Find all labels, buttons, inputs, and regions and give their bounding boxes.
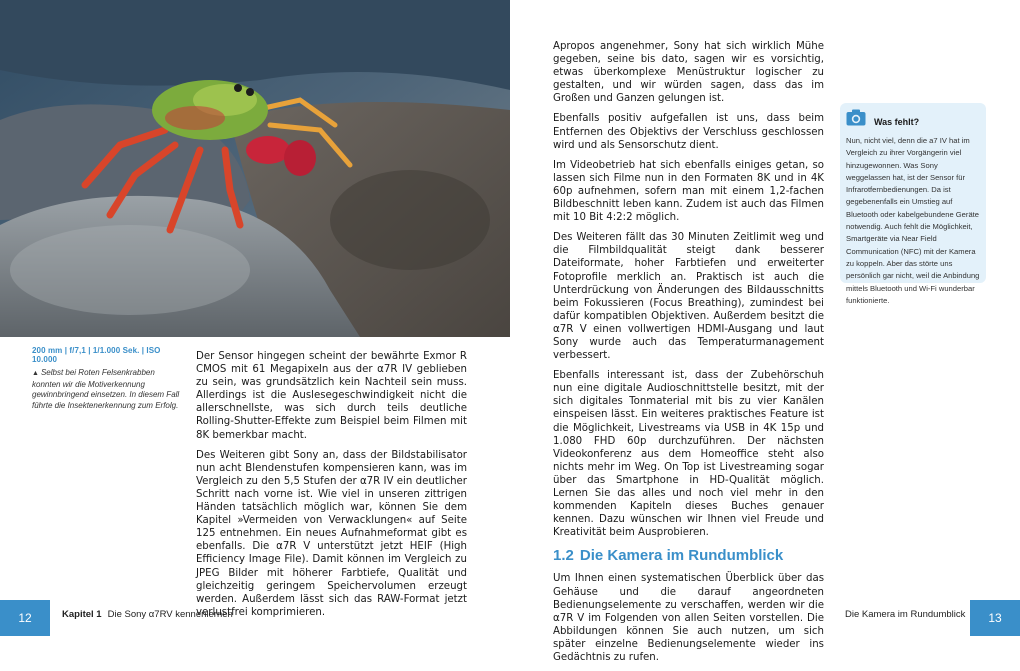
- caption-text: [32, 368, 182, 411]
- running-footer-left: [62, 609, 233, 620]
- right-column: [553, 40, 824, 671]
- section-heading: [553, 547, 824, 565]
- paragraph: Der Sensor hingegen scheint der bewährte Exmor R CMOS mit 61 Megapixeln aus der α7R IV geblieben zu sein, was grundsätzlich kein Nachteil sein muss. Allerdings ist die Auslesegeschwindigkeit nicht die allerschnellste, was sich durch teils deutliche Rolling-Shutter-Effekte zum Beispiel beim Filmen mit 8K bemerkbar macht.: [196, 351, 467, 441]
- info-box-title: Was fehlt?: [874, 117, 920, 127]
- photo-caption: [32, 346, 182, 411]
- page-number-left: 12: [0, 600, 50, 636]
- paragraph: Ebenfalls positiv aufgefallen ist uns, dass beim Entfernen des Objektivs der Verschluss geschlossen wird und als Sensorschutz dient.: [553, 113, 824, 151]
- left-column: [196, 350, 467, 626]
- caption-body: Selbst bei Roten Felsenkrabben konnten wir die Motiverkennung gewinnbringend einsetzen. In diesem Fall führte die Insektenerkennung zum Erfolg.: [32, 368, 180, 410]
- info-box: [840, 103, 986, 305]
- page-number-right: 13: [970, 600, 1020, 636]
- crab-photo: [0, 0, 510, 337]
- info-box-text: Nun, nicht viel, denn die a7 IV hat im Vergleich zu ihrer Vorgängerin viel hinzugewonnen. Was Sony weggelassen hat, ist der Sensor für Infrarotfernbedienungen. Da ist gegebenenfalls ein Umstieg auf Bluetooth oder kabelgebundene Geräte notwendig. Auch fehlt die Möglichkeit, Smartgeräte via Near Field Communication (NFC) mit der Kamera zu koppeln. Aber das störte uns persönlich gar nicht, weil die Anbindung mittels Bluetooth und Wi-Fi wunderbar funktionierte.: [846, 136, 980, 305]
- triangle-up-icon: ▲: [32, 370, 39, 377]
- camera-icon: [846, 109, 866, 126]
- paragraph: Im Videobetrieb hat sich ebenfalls einiges getan, so lassen sich Filme nun in den Formaten 8K und in 4K 60p aufnehmen, sofern man mit einem 1,2-fachen Bildbeschnitt leben kann. Zudem ist auch das Filmen mit 10 Bit 4:2:2 möglich.: [553, 159, 824, 224]
- paragraph: Apropos angenehmer, Sony hat sich wirklich Mühe gegeben, seine bis dato, sagen wir es vorsichtig, etwas überkomplexe Menüstruktur logischer zu gestalten, und wir würden sagen, dass das im Großen und Ganzen gelungen ist.: [553, 41, 824, 105]
- caption-exif: 200 mm | f/7,1 | 1/1.000 Sek. | ISO 10.000: [32, 346, 161, 364]
- chapter-label: Kapitel 1: [62, 609, 102, 620]
- section-title: Die Kamera im Rundumblick: [579, 547, 784, 565]
- chapter-title: Die Sony α7RV kennenlernen: [107, 609, 233, 620]
- paragraph: Des Weiteren gibt Sony an, dass der Bildstabilisator nun acht Blendenstufen kompensieren kann, was im Vergleich zu den 5,5 Stufen der α7R IV ein deutlicher Schritt nach vorne ist. Wie viel in unseren zittrigen Händen tatsächlich möglich war, können Sie dem Kapitel »Vermeiden von Verwacklungen« auf Seite 125 entnehmen. Ein neues Aufnahmeformat gibt es ebenfalls. Die α7R V unterstützt jetzt HEIF (High Efficiency Image File). Damit können im Vergleich zu JPEG Bilder mit höherer Farbtiefe, Qualität und gleichzeitig geringem Speichervolumen erzeugt werden. Außerdem lässt sich das RAW-Format jetzt verlustfrei komprimieren.: [196, 449, 467, 618]
- section-number: 1.2: [553, 547, 574, 565]
- paragraph: Um Ihnen einen systematischen Überblick über das Gehäuse und die darauf angeordneten Bedienungselemente zu verschaffen, werden wir die α7R V im Folgenden von allen Seiten vorstellen. Die Abbildungen können Sie auch nutzen, um sich später einzelne Bedienungselemente wieder ins Gedächtnis zu rufen.: [553, 573, 824, 664]
- paragraph: Ebenfalls interessant ist, dass der Zubehörschuh nun eine digitale Audioschnittstelle besitzt, mit der sich digitales Tonmaterial mit bis zu vier Kanälen einspeisen lässt. Ein weiteres praktisches Feature ist die Möglichkeit, Livestreams via USB in 4K 15p und 1.080 FHD 60p durchzuführen. Der nächsten Videokonferenz aus dem Homeoffice steht also nichts mehr im Weg. On Top ist Livestreaming sogar über das Smartphone in HD-Qualität möglich. Lernen Sie das alles und noch viel mehr in den kommenden Kapiteln dieses Buches genauer kennen. Dazu wünschen wir Ihnen viel Freude und Kreativität beim Ausprobieren.: [553, 370, 824, 539]
- paragraph: Des Weiteren fällt das 30 Minuten Zeitlimit weg und die Filmbildqualität steigt dank besserer Dateiformate, hoher Farbtiefen und erweiterter Fotoprofile merklich an. Praktisch ist auch die Unterdrückung von Änderungen des Bildausschnitts beim Fokussieren (Focus Breathing), zumindest bei dafür kompatiblen Objektiven. Außerdem besitzt die α7R V einen vollwertigen HDMI-Ausgang und laut Sony wurde auch das Temperaturmanagement verbessert.: [553, 232, 824, 362]
- running-footer-right: Die Kamera im Rundumblick: [845, 609, 966, 620]
